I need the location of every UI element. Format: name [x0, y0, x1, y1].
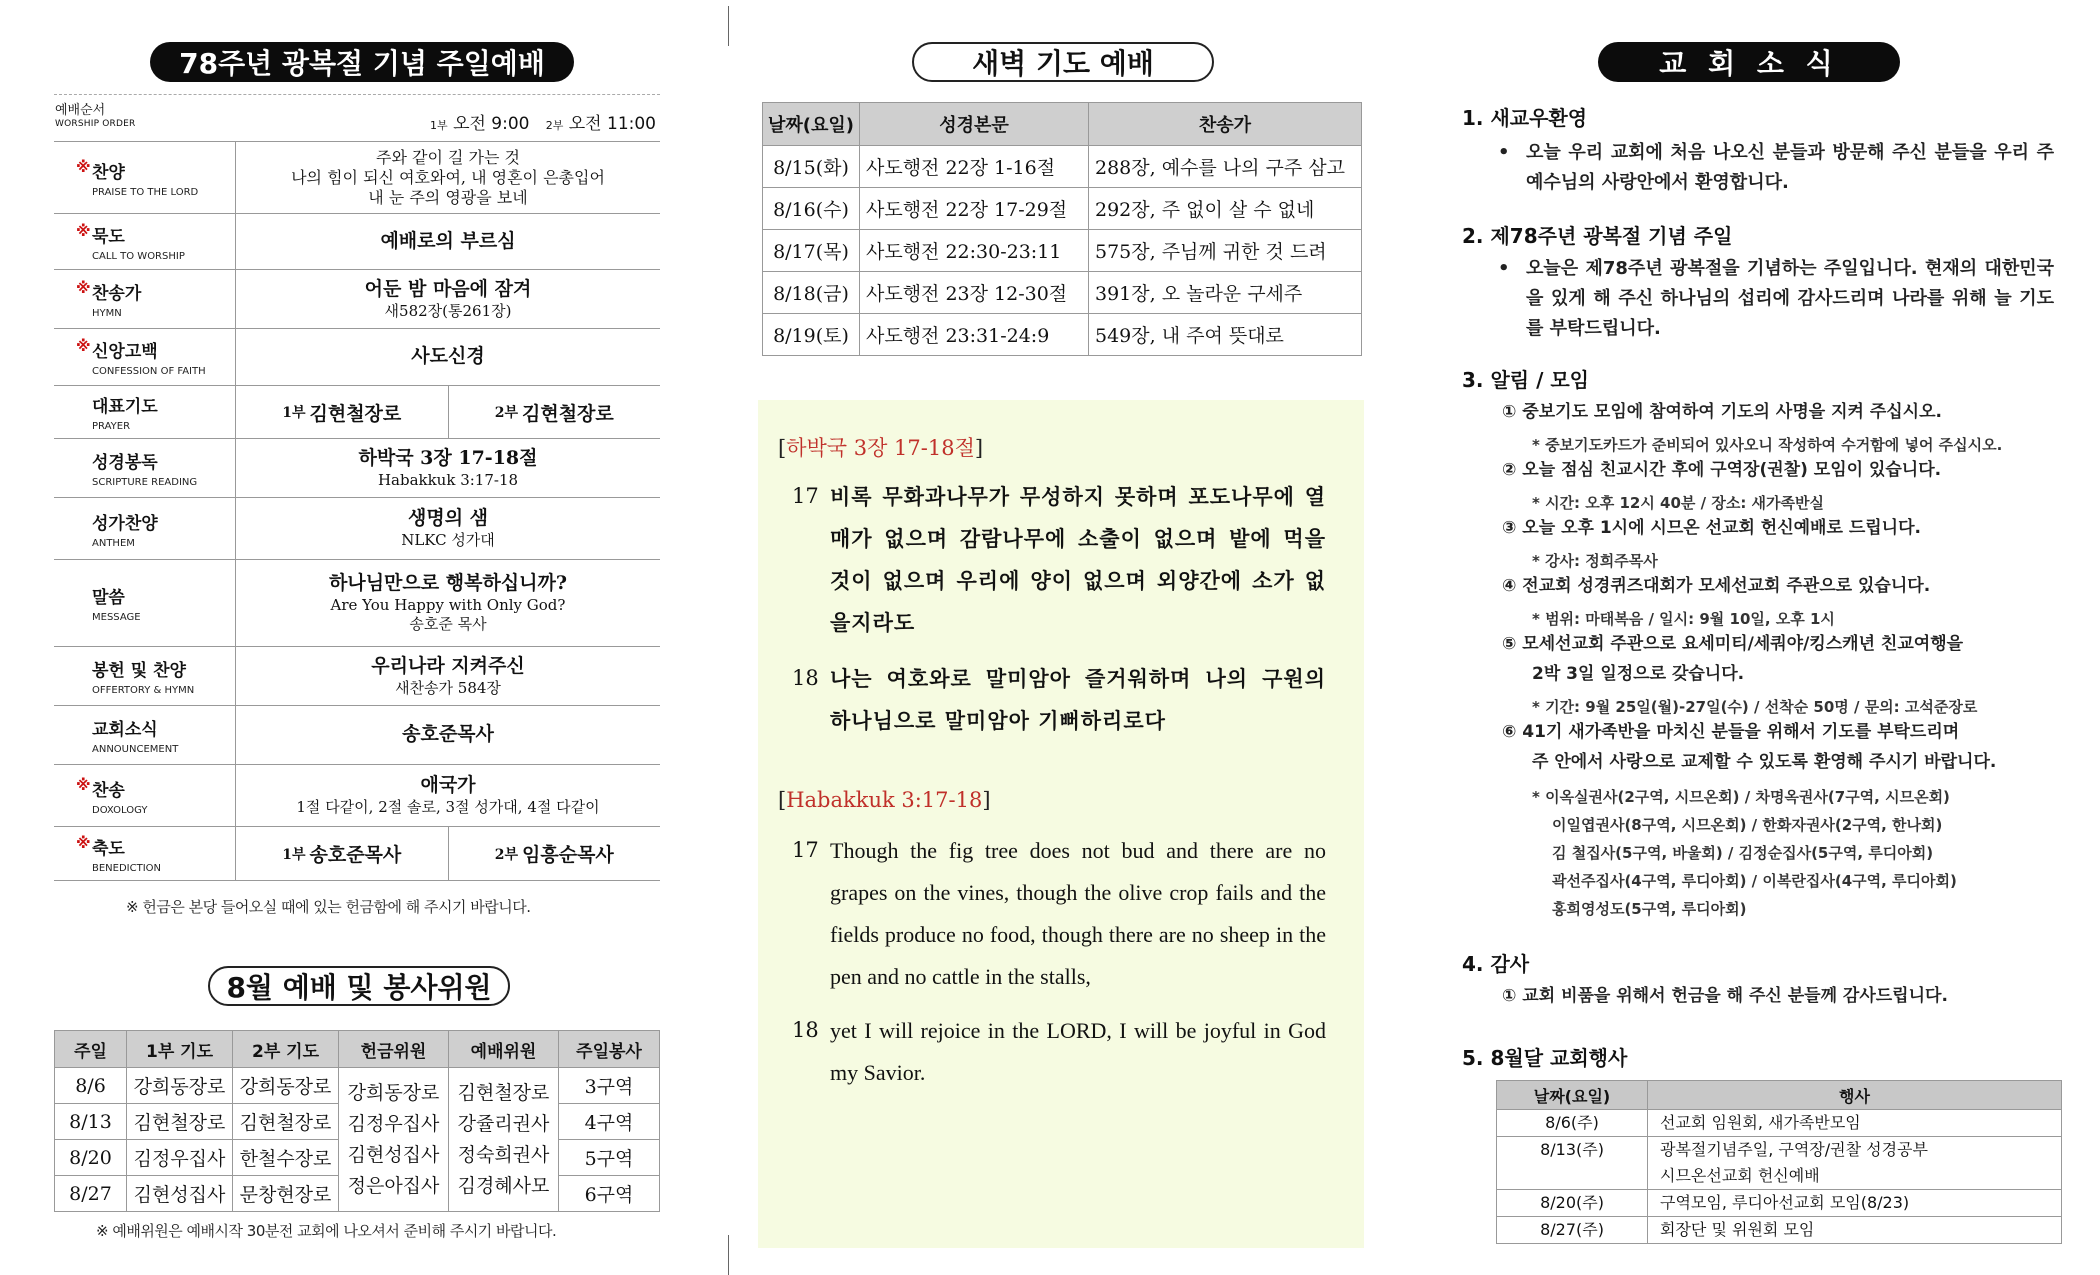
news-item-2-detail: * 시간: 오후 12시 40분 / 장소: 새가족반실 — [1532, 494, 1824, 512]
vol-header: 주일 — [55, 1031, 127, 1068]
worship-row-announcement: 교회소식 ANNOUNCEMENT 송호준목사 — [54, 705, 660, 764]
table-row: 8/18(금) 사도행전 23장 12-30절 391장, 오 놀라운 구세주 — [763, 272, 1362, 314]
events-table — [1496, 1080, 2062, 1244]
news-item-1: ① 중보기도 모임에 참여하여 기도의 사명을 지켜 주십시오. — [1502, 402, 1942, 422]
volunteers-table — [54, 1030, 660, 1212]
news-name-1: * 이옥실권사(2구역, 시므온회) / 차명옥권사(7구역, 시므온회) — [1532, 788, 1950, 806]
dawn-header: 성경본문 — [860, 103, 1089, 146]
news-item-6b: 주 안에서 사랑으로 교제할 수 있도록 환영해 주시기 바랍니다. — [1532, 752, 1997, 772]
worship-order-header — [54, 94, 660, 135]
news-name-3: 김 철집사(5구역, 바울회) / 김정순집사(5구역, 루디아회) — [1552, 844, 1934, 862]
news-item-6a: ⑥ 41기 새가족반을 마치신 분들을 위해서 기도를 부탁드리며 — [1502, 722, 1960, 742]
news-item-2: ② 오늘 점심 친교시간 후에 구역장(권찰) 모임이 있습니다. — [1502, 460, 1942, 480]
table-row: 8/17(목) 사도행전 22:30-23:11 575장, 주님께 귀한 것 드려 — [763, 230, 1362, 272]
verse-ko-17: 17 비록 무화과나무가 무성하지 못하며 포도나무에 열매가 없으며 감람나무에 소출이 없으며 밭에 먹을 것이 없으며 우리에 양이 없으며 외양간에 소가 없을지라도 — [792, 484, 1326, 635]
verse-en-18: 18 yet I will rejoice in the LORD, I will be joyful in God my Savior. — [792, 1018, 1326, 1085]
table-row: 8/20 김정우집사 한철수장로 5구역 — [55, 1140, 660, 1176]
column-divider-left-bottom — [728, 1235, 729, 1275]
news-item-4: ④ 전교회 성경퀴즈대회가 모세선교회 주관으로 있습니다. — [1502, 576, 1931, 596]
vol-header: 헌금위원 — [339, 1031, 449, 1068]
worship-order-label-ko: 예배순서 — [55, 103, 106, 118]
column-divider-left — [728, 6, 729, 46]
volunteers-title: 8월 예배 및 봉사위원 — [208, 966, 510, 1006]
news-title: 교 회 소 식 — [1598, 42, 1900, 82]
worship-row-hymn: ※ 찬송가 HYMN 어둔 밤 마음에 잠겨 새582장(통261장) — [54, 269, 660, 328]
vol-header: 주일봉사 — [559, 1031, 660, 1068]
scripture-box — [758, 400, 1364, 1248]
vol-header: 2부 기도 — [233, 1031, 339, 1068]
dawn-header: 날짜(요일) — [763, 103, 860, 146]
table-row: 8/13(주) 광복절기념주일, 구역장/권찰 성경공부 시므온선교회 헌신예배 — [1497, 1137, 2062, 1190]
table-row: 8/13 김현철장로 김현철장로 4구역 — [55, 1104, 660, 1140]
news-name-2: 이일엽권사(8구역, 시므온회) / 한화자권사(2구역, 한나회) — [1552, 816, 1943, 834]
table-row: 8/16(수) 사도행전 22장 17-29절 292장, 주 없이 살 수 없네 — [763, 188, 1362, 230]
table-row: 8/6 강희동장로 강희동장로 강희동장로 김정우집사 김현성집사 정은아집사 김현철장로 강쥴리권사 정숙희권사 김경혜사모 3구역 — [55, 1068, 660, 1104]
worship-row-message: 말씀 MESSAGE 하나님만으로 행복하십니까? Are You Happy with Only God? 송호준 목사 — [54, 559, 660, 646]
worship-row-offertory: 봉헌 및 찬양 OFFERTORY & HYMN 우리나라 지켜주신 새찬송가 584장 — [54, 646, 660, 705]
worship-row-creed: ※ 신앙고백 CONFESSION OF FAITH 사도신경 — [54, 328, 660, 385]
table-row: 8/15(화) 사도행전 22장 1-16절 288장, 예수를 나의 구주 삼고 — [763, 146, 1362, 188]
worship-title: 78주년 광복절 기념 주일예배 — [150, 42, 574, 82]
volunteer-note: ※ 예배위원은 예배시작 30분전 교회에 나오셔서 준비해 주시기 바랍니다. — [96, 1222, 557, 1240]
table-row: 8/20(주) 구역모임, 루디아선교회 모임(8/23) — [1497, 1190, 2062, 1217]
news-section-4: 4. 감사 — [1462, 952, 1530, 976]
news-item-5b: 2박 3일 일정으로 갖습니다. — [1532, 664, 1745, 684]
news-item-4-detail: * 범위: 마태복음 / 일시: 9월 10일, 오후 1시 — [1532, 610, 1835, 628]
table-row: 8/27(주) 회장단 및 위원회 모임 — [1497, 1217, 2062, 1244]
scripture-ref-en: [Habakkuk 3:17-18] — [778, 788, 991, 812]
news-section-2: 2. 제78주년 광복절 기념 주일 — [1462, 224, 1733, 248]
news-bullet-2: • 오늘은 제78주년 광복절을 기념하는 주일입니다. 현재의 대한민국을 있게 해 주신 하나님의 섭리에 감사드리며 나라를 위해 늘 기도를 부탁드립니다. — [1498, 258, 2054, 339]
news-item-5a: ⑤ 모세선교회 주관으로 요세미티/세쿼야/킹스캐년 친교여행을 — [1502, 634, 1964, 654]
worship-row-prayer: 대표기도 PRAYER 1부 김현철장로 2부 김현철장로 — [54, 385, 660, 438]
news-name-5: 홍희영성도(5구역, 루디아회) — [1552, 900, 1747, 918]
vol-header: 예배위원 — [449, 1031, 559, 1068]
offering-committee: 강희동장로 김정우집사 김현성집사 정은아집사 — [339, 1068, 449, 1212]
worship-row-benediction: ※ 축도 BENEDICTION 1부 송호준목사 2부 임흥순목사 — [54, 826, 660, 881]
table-row: 8/6(주) 선교회 임원회, 새가족반모임 — [1497, 1110, 2062, 1137]
table-row: 8/27 김현성집사 문창현장로 6구역 — [55, 1176, 660, 1212]
news-item-3: ③ 오늘 오후 1시에 시므온 선교회 헌신예배로 드립니다. — [1502, 518, 1921, 538]
events-header: 행사 — [1648, 1081, 2062, 1110]
dawn-prayer-table — [762, 102, 1362, 356]
news-item-thanks: ① 교회 비품을 위해서 헌금을 해 주신 분들께 감사드립니다. — [1502, 986, 1948, 1006]
verse-ko-18: 18 나는 여호와로 말미암아 즐거워하며 나의 구원의 하나님으로 말미암아 기뻐하리로다 — [792, 666, 1326, 733]
dawn-header: 찬송가 — [1089, 103, 1362, 146]
worship-order-label-en: WORSHIP ORDER — [55, 119, 136, 129]
news-section-1: 1. 새교우환영 — [1462, 106, 1588, 130]
news-bullet-1: • 오늘 우리 교회에 처음 나오신 분들과 방문해 주신 분들을 우리 주 예수님의 사랑안에서 환영합니다. — [1498, 142, 2054, 193]
verse-en-17: 17 Though the fig tree does not bud and there are no grapes on the vines, though the olive crop fails and the fields produce no food, though there are no sheep in the pen and no cattle in the stalls, — [792, 838, 1326, 989]
news-item-1-detail: * 중보기도카드가 준비되어 있사오니 작성하여 수거함에 넣어 주십시오. — [1532, 436, 2003, 454]
news-item-3-detail: * 강사: 정희주목사 — [1532, 552, 1658, 570]
news-item-5-detail: * 기간: 9월 25일(월)-27일(수) / 선착순 50명 / 문의: 고석준장로 — [1532, 698, 1978, 716]
vol-header: 1부 기도 — [127, 1031, 233, 1068]
dawn-prayer-title: 새벽 기도 예배 — [912, 42, 1214, 82]
news-section-5: 5. 8월달 교회행사 — [1462, 1046, 1628, 1070]
worship-order-table — [54, 94, 660, 886]
service-times: 1부 오전 9:00 2부 오전 11:00 — [430, 114, 656, 134]
worship-row-praise: ※ 찬양 PRAISE TO THE LORD 주와 같이 길 가는 것 나의 힘이 되신 여호와여, 내 영혼이 은총입어 내 눈 주의 영광을 보네 — [54, 141, 660, 213]
worship-row-anthem: 성가찬양 ANTHEM 생명의 샘 NLKC 성가대 — [54, 497, 660, 559]
offering-note: ※ 헌금은 본당 들어오실 때에 있는 헌금함에 해 주시기 바랍니다. — [126, 898, 531, 916]
worship-committee: 김현철장로 강쥴리권사 정숙희권사 김경혜사모 — [449, 1068, 559, 1212]
news-section-3: 3. 알림 / 모임 — [1462, 368, 1589, 392]
worship-row-doxology: ※ 찬송 DOXOLOGY 애국가 1절 다같이, 2절 솔로, 3절 성가대, 4절 다같이 — [54, 764, 660, 826]
worship-row-scripture: 성경봉독 SCRIPTURE READING 하박국 3장 17-18절 Habakkuk 3:17-18 — [54, 438, 660, 497]
news-name-4: 곽선주집사(4구역, 루디아회) / 이복란집사(4구역, 루디아회) — [1552, 872, 1957, 890]
worship-row-call: ※ 묵도 CALL TO WORSHIP 예배로의 부르심 — [54, 213, 660, 269]
scripture-ref-ko: [하박국 3장 17-18절] — [778, 436, 984, 460]
events-header: 날짜(요일) — [1497, 1081, 1648, 1110]
table-row: 8/19(토) 사도행전 23:31-24:9 549장, 내 주여 뜻대로 — [763, 314, 1362, 356]
